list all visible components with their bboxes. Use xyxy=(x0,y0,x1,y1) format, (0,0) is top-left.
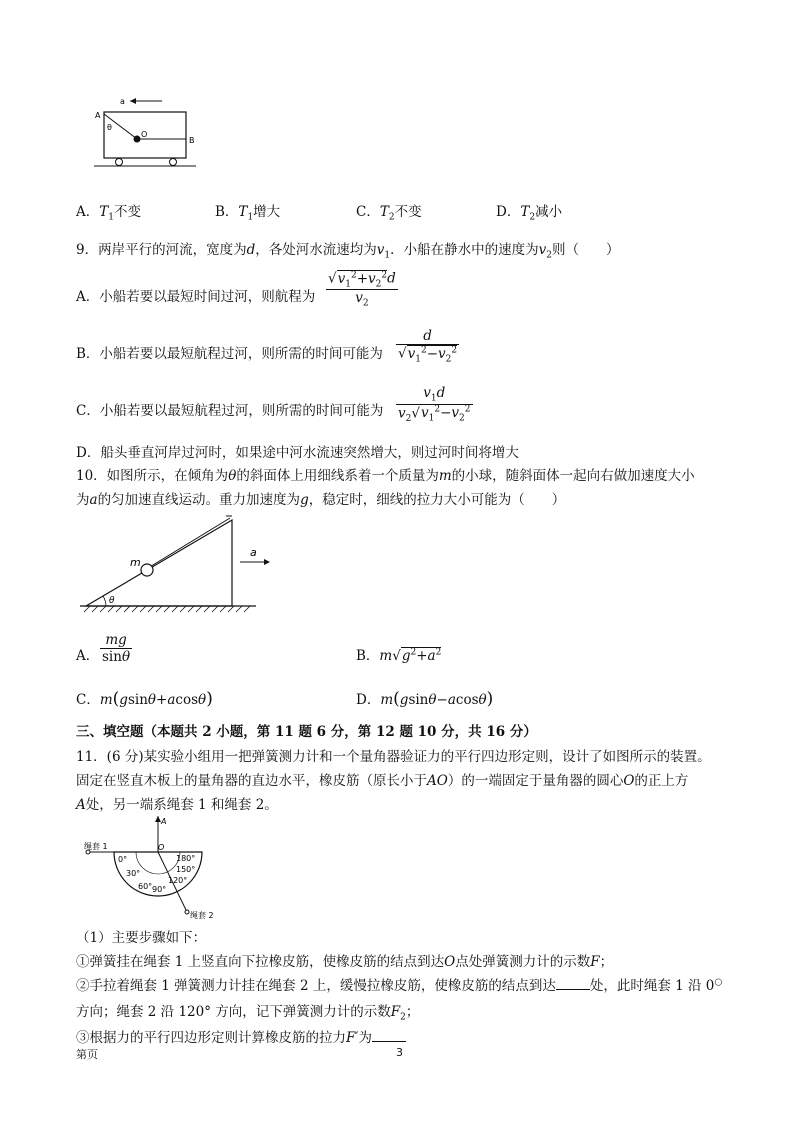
cart-figure xyxy=(92,92,202,172)
label-O: O xyxy=(158,843,165,852)
label-deg-120: 120° xyxy=(168,876,188,885)
label-deg-150: 150° xyxy=(176,865,196,874)
label-B: B xyxy=(189,136,195,145)
ground-hatch xyxy=(84,606,250,612)
label-deg-30: 30° xyxy=(126,869,141,878)
label-O: O xyxy=(141,130,148,139)
label-deg-0: 0° xyxy=(118,855,128,864)
section-3-title: 三、填空题（本题共 2 小题，第 11 题 6 分，第 12 题 10 分，共 16 分） xyxy=(76,724,537,740)
label-theta: θ xyxy=(109,596,115,606)
q8-option-b: B．$T_1$增大 xyxy=(215,204,281,223)
ball xyxy=(141,564,153,576)
q11-step-2-cont: 方向；绳套 2 沿 120° 方向，记下弹簧测力计的示数$F_2$； xyxy=(76,1004,420,1023)
q8-option-c: C．$T_2$不变 xyxy=(356,204,422,223)
q10-option-d: D．m(gsinθ−acosθ) xyxy=(356,689,494,709)
q9-option-c-formula: $\frac{v_1d}{v_2√v_1^2-v_2^2}$ xyxy=(398,385,471,424)
label-a: a xyxy=(250,546,257,559)
q9-option-d: D．船头垂直河岸过河时，如果途中河水流速突然增大，则过河时间将增大 xyxy=(76,445,519,461)
label-deg-180: 180° xyxy=(176,854,196,863)
q9-option-a-formula: $\frac{√v_1^2+v_2^2d}{v_2}$ xyxy=(328,270,396,309)
q11-line1: 11．(6 分)某实验小组用一把弹簧测力计和一个量角器验证力的平行四边形定则，设计了如图所示的装置。 xyxy=(76,749,711,765)
q9-option-b: B．小船若要以最短航程过河，则所需的时间可能为 xyxy=(76,346,383,362)
q9-option-b-formula: $\frac{d}{√v_1^2-v_2^2}$ xyxy=(398,328,458,365)
q10-option-a-formula: $\frac{mg}{\sin\theta}$ xyxy=(102,632,131,665)
angle-arc xyxy=(103,596,106,606)
protractor-inner xyxy=(136,852,180,874)
wheel-left xyxy=(116,159,123,166)
rope-2-end xyxy=(185,910,189,914)
q9-option-a: A．小船若要以最短时间过河，则航程为 xyxy=(76,289,316,305)
incline-figure xyxy=(80,510,290,618)
footer-page-label: 第页 xyxy=(76,1048,98,1061)
wheel-right xyxy=(170,159,177,166)
answer-blank-1[interactable] xyxy=(556,977,590,990)
q10-option-c: C．m(gsinθ+acosθ) xyxy=(76,689,213,709)
q11-line3: A处，另一端系绳套 1 和绳套 2。 xyxy=(76,797,278,813)
protractor-figure xyxy=(84,812,234,924)
label-m: m xyxy=(130,556,141,569)
accel-arrow xyxy=(240,559,270,565)
q9-stem: 9．两岸平行的河流，宽度为d，各处河水流速均为$v_1$．小船在静水中的速度为$v_2$则（ ） xyxy=(76,242,620,261)
label-A: A xyxy=(161,817,167,826)
q11-step-1: ①弹簧挂在绳套 1 上竖直向下拉橡皮筋，使橡皮筋的结点到达O点处弹簧测力计的示数F； xyxy=(76,954,614,970)
q8-option-d: D．$T_2$减小 xyxy=(496,204,563,223)
answer-blank-2[interactable] xyxy=(372,1029,406,1042)
label-theta: θ xyxy=(107,123,112,132)
q11-line2: 固定在竖直木板上的量角器的直边水平，橡皮筋（原长小于AO）的一端固定于量角器的圆心O的正上方 xyxy=(76,773,689,789)
q10-option-a: A． xyxy=(76,648,100,664)
label-rope2: 绳套 2 xyxy=(190,911,214,920)
q11-step-2: ②手拉着绳套 1 弹簧测力计挂在绳套 2 上，缓慢拉橡皮筋，使橡皮筋的结点到达 处，此时绳套 1 沿 0○ xyxy=(76,977,723,994)
footer-page-number: 3 xyxy=(396,1046,403,1059)
q10-stem-line1: 10．如图所示，在倾角为θ的斜面体上用细线系着一个质量为m的小球，随斜面体一起向右做加速度大小 xyxy=(76,468,695,484)
label-deg-60: 60° xyxy=(138,882,153,891)
q10-option-b: B．$m√g^2+a^2$ xyxy=(356,647,442,664)
q10-stem-line2: 为a的匀加速直线运动。重力加速度为g，稳定时，细线的拉力大小可能为（ ） xyxy=(76,492,566,508)
ball xyxy=(134,136,141,143)
accel-label: a xyxy=(120,97,125,106)
q9-option-c: C．小船若要以最短航程过河，则所需的时间可能为 xyxy=(76,403,384,419)
q8-option-a: A．$T_1$不变 xyxy=(76,204,141,223)
label-rope1: 绳套 1 xyxy=(84,842,108,851)
label-deg-90: 90° xyxy=(152,885,167,894)
thread xyxy=(148,518,230,568)
q11-steps-title: （1）主要步骤如下： xyxy=(76,930,207,946)
q11-step-3: ③根据力的平行四边形定则计算橡皮筋的拉力F′为 xyxy=(76,1026,406,1046)
accel-arrow xyxy=(130,98,162,104)
label-A: A xyxy=(95,111,101,120)
incline-block xyxy=(86,520,232,606)
